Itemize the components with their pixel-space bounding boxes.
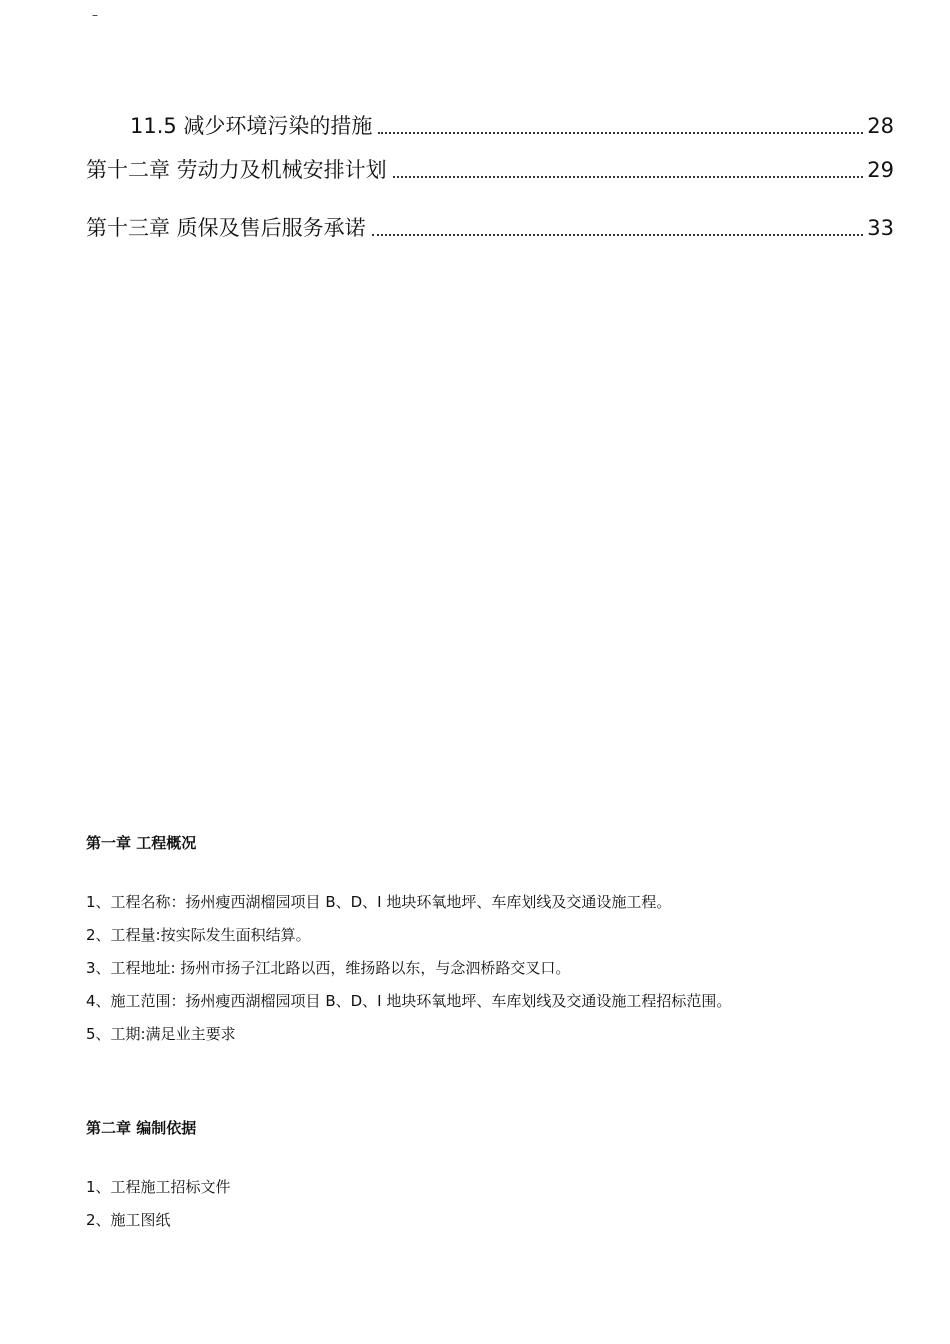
toc-dot-leader (372, 234, 864, 236)
toc-dot-leader (393, 176, 864, 178)
toc-entry[interactable] (86, 214, 894, 242)
toc-entry-page: 28 (867, 114, 894, 138)
chapter-2-item: 1、工程施工招标文件 (86, 1178, 231, 1196)
toc-entry-page: 33 (867, 216, 894, 240)
chapter-1-item: 5、工期:满足业主要求 (86, 1025, 236, 1043)
toc-entry-page: 29 (867, 158, 894, 182)
toc-entry[interactable] (86, 112, 894, 140)
chapter-1-heading: 第一章 工程概况 (86, 834, 197, 852)
page-header-mark: – (92, 8, 98, 22)
chapter-1-item: 4、施工范围：扬州瘦西湖榴园项目 B、D、I 地块环氧地坪、车库划线及交通设施工程招标范围。 (86, 992, 732, 1010)
toc-entry-title: 第十三章 质保及售后服务承诺 (86, 216, 366, 240)
chapter-1-item: 2、工程量:按实际发生面积结算。 (86, 926, 311, 944)
chapter-2-item: 2、施工图纸 (86, 1211, 171, 1229)
toc-dot-leader (378, 132, 863, 134)
toc-entry-title: 第十二章 劳动力及机械安排计划 (86, 158, 387, 182)
toc-entry[interactable] (86, 156, 894, 184)
chapter-2-heading: 第二章 编制依据 (86, 1119, 197, 1137)
chapter-1-item: 3、工程地址: 扬州市扬子江北路以西，维扬路以东，与念泗桥路交叉口。 (86, 959, 571, 977)
toc-entry-title: 11.5 减少环境污染的措施 (130, 114, 373, 138)
chapter-1-item: 1、工程名称：扬州瘦西湖榴园项目 B、D、I 地块环氧地坪、车库划线及交通设施工程。 (86, 893, 672, 911)
